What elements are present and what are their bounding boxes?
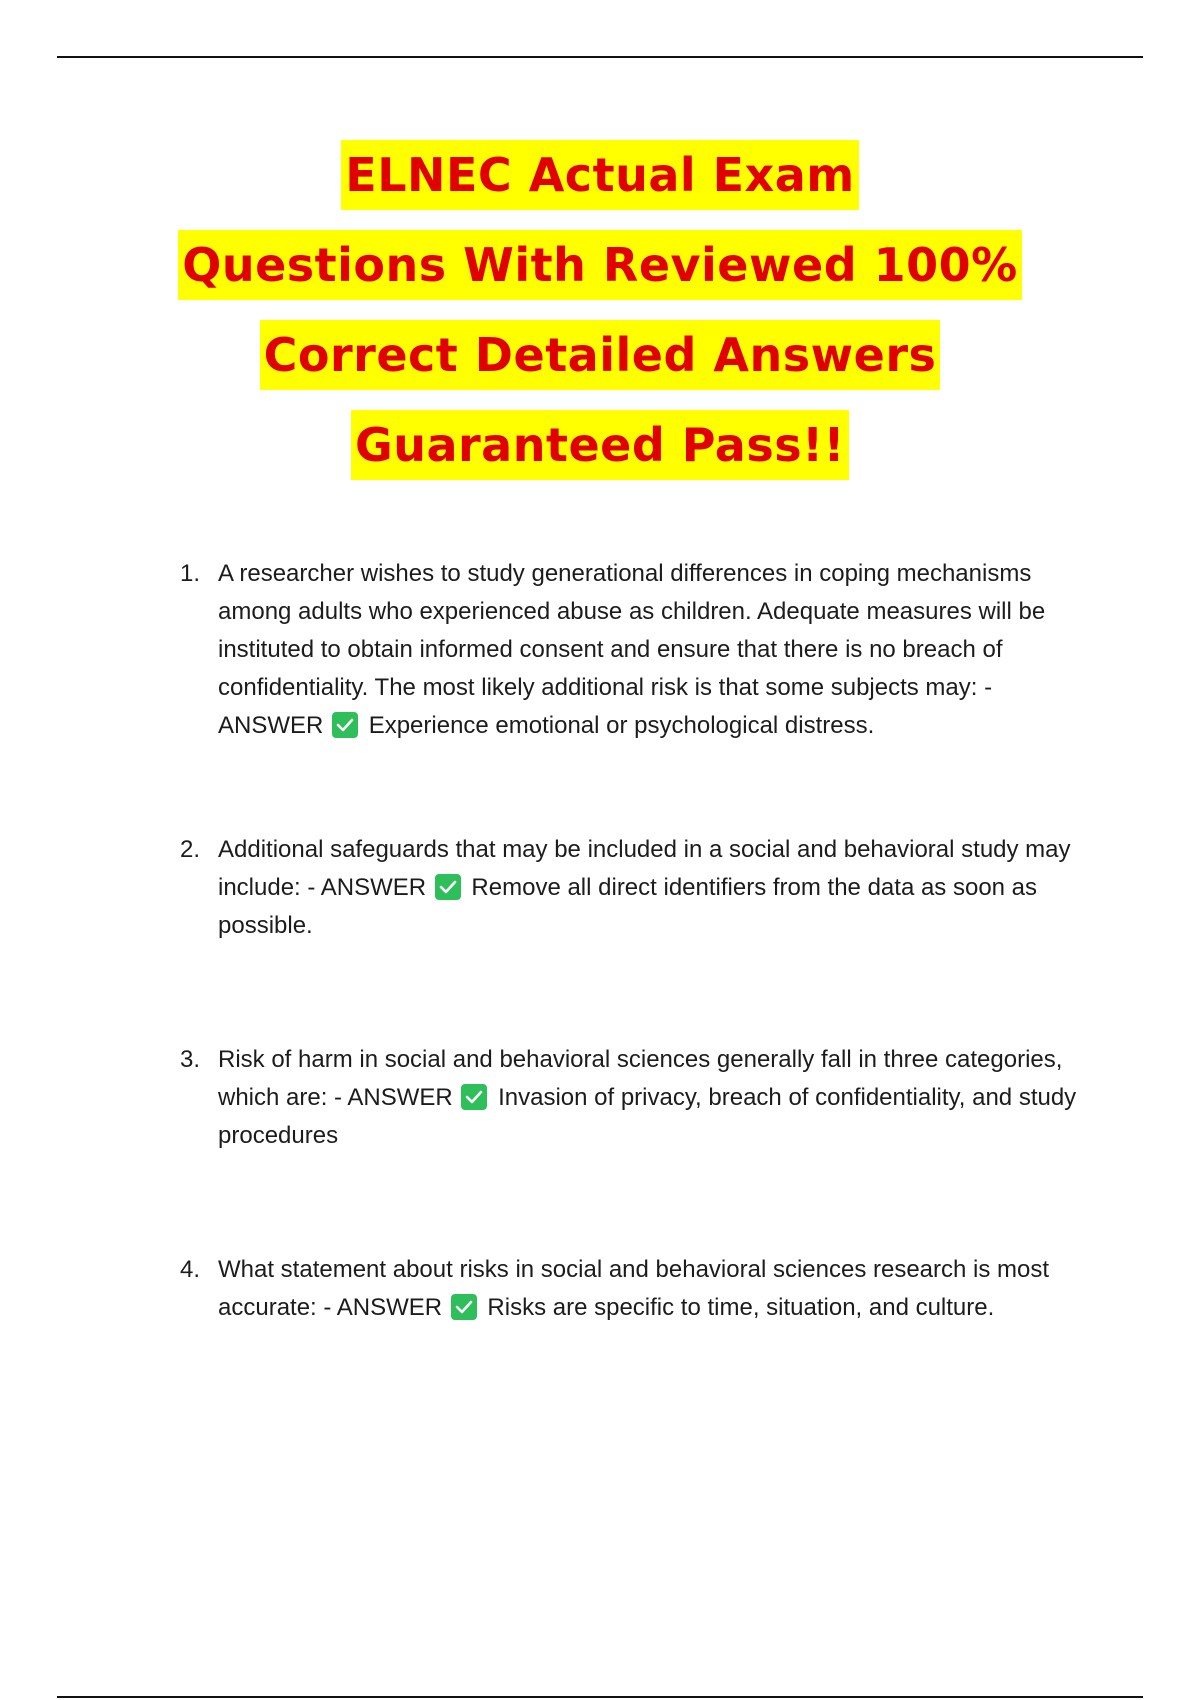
question-item xyxy=(180,1251,1080,1327)
title-line-3: Correct Detailed Answers xyxy=(0,320,1200,410)
question-item xyxy=(180,1041,1080,1155)
title-line-4: Guaranteed Pass!! xyxy=(0,410,1200,500)
title-line-2: Questions With Reviewed 100% xyxy=(0,230,1200,320)
check-mark-icon xyxy=(461,1084,487,1110)
bottom-divider xyxy=(57,1696,1143,1698)
check-mark-icon xyxy=(451,1294,477,1320)
answer-text: Invasion of privacy, breach of confidentiality, and study procedures xyxy=(218,1084,1077,1149)
question-list xyxy=(180,555,1080,1327)
title-line-1: ELNEC Actual Exam xyxy=(0,140,1200,230)
document-title xyxy=(0,140,1200,500)
question-number: 1. xyxy=(180,560,201,587)
check-mark-icon xyxy=(332,712,358,738)
question-item xyxy=(180,831,1080,945)
answer-text: Experience emotional or psychological distress. xyxy=(368,712,875,739)
question-number: 4. xyxy=(180,1256,201,1283)
question-item xyxy=(180,555,1080,745)
question-number: 2. xyxy=(180,836,201,863)
question-text: Additional safeguards that may be included in a social and behavioral study may include: - ANSWER xyxy=(218,836,1071,901)
top-divider xyxy=(57,56,1143,58)
question-text: What statement about risks in social and behavioral sciences research is most accurate: - ANSWER xyxy=(218,1256,1050,1321)
check-mark-icon xyxy=(435,874,461,900)
answer-text: Risks are specific to time, situation, and culture. xyxy=(487,1294,995,1321)
question-text: Risk of harm in social and behavioral sciences generally fall in three categories, which are: - ANSWER xyxy=(218,1046,1063,1111)
answer-text: Remove all direct identifiers from the data as soon as possible. xyxy=(218,874,1038,939)
question-text: A researcher wishes to study generational differences in coping mechanisms among adults who experienced abuse as children. Adequate measures will be instituted to obtain informed consent and ensure that there is no breach of confidentiality. The most likely additional risk is that some subjects may: - ANSWER xyxy=(218,560,1046,739)
question-number: 3. xyxy=(180,1046,201,1073)
